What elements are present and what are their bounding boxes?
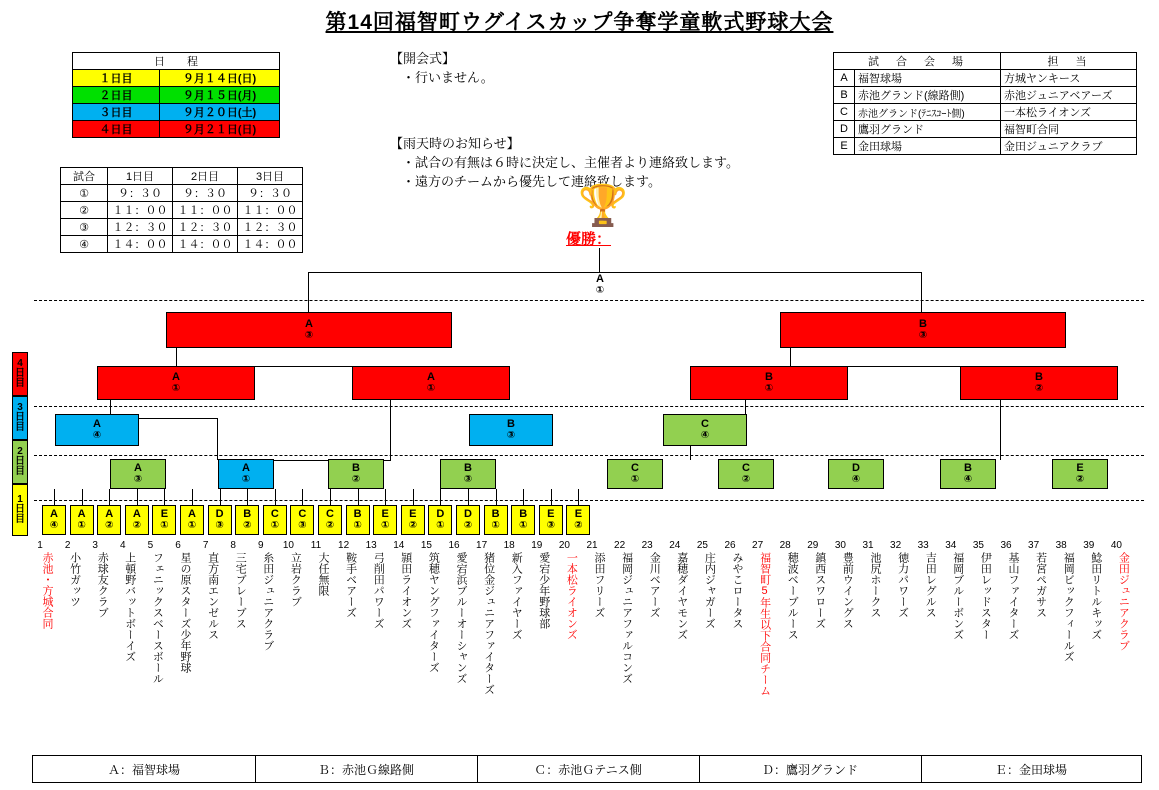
team-number: 19: [531, 540, 543, 551]
match-venue: D: [464, 507, 472, 520]
bracket-line: [413, 489, 414, 505]
final-venue: A: [596, 272, 604, 285]
team-name: 小竹ガッツ: [68, 552, 81, 607]
team-number: 12: [338, 540, 350, 551]
match-game: ②: [325, 519, 335, 531]
match-game: ①: [380, 519, 390, 531]
venue-name: 金田球場: [855, 138, 1001, 155]
match-game: ③: [546, 519, 556, 531]
bracket-line: [1000, 398, 1001, 460]
rain-title: 【雨天時のお知らせ】: [390, 136, 520, 151]
venue-key: D: [834, 121, 855, 138]
venue-staff: 金田ジュニアクラブ: [1001, 138, 1137, 155]
bracket-line: [523, 489, 524, 505]
team-name: 嘉穂ダイヤモンズ: [675, 552, 688, 640]
match-venue: A: [305, 317, 313, 330]
match-game: ①: [241, 473, 251, 485]
team-name: 庄内ジャガーズ: [703, 552, 716, 629]
rain-notes: [390, 135, 739, 192]
bracket-line: [921, 272, 922, 312]
team-name: 赤球友クラブ: [96, 552, 109, 618]
bracket-line: [217, 418, 218, 460]
bracket-line: [308, 272, 309, 312]
match-venue: E: [574, 507, 583, 520]
team-number: 14: [393, 540, 405, 551]
round1-match-10: [290, 505, 314, 535]
team-number: 30: [834, 540, 846, 551]
match-venue: E: [1076, 461, 1084, 474]
team-number: 28: [779, 540, 791, 551]
round2-match-6: [718, 459, 774, 489]
final-match: [578, 270, 622, 300]
match-venue: A: [50, 507, 58, 520]
times-table: [60, 167, 303, 253]
round3-match-2: [469, 414, 553, 446]
match-game: ②: [104, 519, 114, 531]
team-name: 池尻ホークス: [869, 552, 881, 618]
venue-name: 福智球場: [855, 70, 1001, 87]
match-game: ①: [764, 382, 774, 394]
team-name: みやこロータス: [731, 552, 743, 629]
team-name: 糸田ジュニアクラブ: [261, 552, 274, 651]
times-cell: １４：００: [108, 236, 173, 253]
match-venue: D: [852, 461, 860, 474]
times-cell: ９：３０: [108, 185, 173, 202]
match-game: ②: [1034, 382, 1044, 394]
team-number: 25: [696, 540, 708, 551]
round1-match-13: [373, 505, 397, 535]
team-number: 2: [64, 540, 71, 551]
team-name: 頴田ライオンズ: [399, 552, 412, 629]
team-number: 5: [147, 540, 154, 551]
match-game: ①: [187, 519, 197, 531]
team-number: 36: [1000, 540, 1012, 551]
match-game: ④: [92, 429, 102, 441]
round2-match-9: [1052, 459, 1108, 489]
bracket-line: [192, 489, 193, 505]
team-name: 愛宕少年野球部: [537, 552, 550, 629]
match-game: ③: [463, 473, 473, 485]
team-number: 8: [230, 540, 236, 551]
team-name: 鞍手ベアーズ: [344, 552, 357, 618]
team-name: 福智町5年生以下合同チーム: [758, 552, 771, 696]
round-separator: [34, 406, 1144, 407]
match-venue: B: [243, 507, 252, 520]
match-game: ②: [463, 519, 473, 531]
times-header-1: 1日目: [108, 168, 173, 185]
match-venue: A: [93, 417, 101, 430]
times-header-2: 2日目: [173, 168, 238, 185]
match-venue: C: [701, 417, 709, 430]
match-venue: C: [326, 507, 334, 520]
bracket-line: [330, 489, 331, 505]
bracket-line: [302, 489, 303, 505]
match-game: ①: [518, 519, 528, 531]
team-number: 3: [92, 540, 98, 551]
team-name: 三宅ブレーブス: [234, 552, 247, 629]
team-name: 上頓野バットボーイズ: [123, 552, 136, 662]
match-venue: A: [105, 507, 114, 520]
bracket-line: [275, 489, 276, 505]
bracket-line: [164, 489, 165, 505]
bracket-line: [790, 348, 791, 366]
opening-body: ・行いません。: [402, 69, 494, 85]
trophy-icon: 🏆: [578, 184, 628, 228]
schedule-date-2: ９月１５日(月): [160, 87, 280, 104]
match-venue: E: [381, 507, 389, 520]
round-separator: [34, 300, 1144, 301]
match-venue: A: [172, 370, 180, 383]
match-venue: B: [353, 507, 362, 520]
venue-staff: 福智町合同: [1001, 121, 1137, 138]
times-game-4: ④: [61, 236, 108, 253]
round2-match-1: [110, 459, 166, 489]
rain-body-1: ・試合の有無は６時に決定し、主催者より連絡致します。: [402, 154, 739, 170]
match-venue: B: [1035, 370, 1043, 383]
team-number: 9: [258, 540, 264, 551]
round1-match-19: [539, 505, 563, 535]
match-game: ④: [700, 429, 710, 441]
match-game: ②: [242, 519, 252, 531]
team-name: 伊田レッドスター: [979, 552, 992, 640]
times-cell: ９：３０: [173, 185, 238, 202]
schedule-date-3: ９月２０日(土): [160, 104, 280, 121]
round1-match-8: [235, 505, 259, 535]
venues-header-staff: 担 当: [1001, 53, 1137, 70]
bracket-line: [137, 489, 138, 505]
match-venue: B: [919, 317, 927, 330]
team-name: 新入ファイヤーズ: [510, 552, 523, 640]
team-number: 24: [669, 540, 681, 551]
team-name: 星の原スターズ少年野球: [179, 552, 191, 673]
match-game: ②: [574, 519, 583, 531]
quarterfinal-3: [690, 366, 848, 400]
match-game: ①: [270, 519, 280, 531]
field-legend-b: Ｂ：赤池Ｇ線路側: [317, 762, 414, 777]
venue-staff: 方城ヤンキース: [1001, 70, 1137, 87]
round1-match-15: [428, 505, 452, 535]
team-number: 32: [890, 540, 902, 551]
schedule-date-4: ９月２１日(日): [160, 121, 280, 138]
team-name: 吉田レグルス: [924, 552, 937, 618]
bracket-line: [496, 489, 497, 505]
times-cell: １４：００: [238, 236, 303, 253]
team-name: 徳力パワーズ: [896, 552, 909, 618]
field-legend-c: Ｃ：赤池Ｇテニス側: [534, 762, 642, 777]
match-venue: E: [547, 507, 555, 520]
champion-label: 優勝：: [566, 231, 612, 248]
match-venue: E: [160, 507, 169, 520]
team-number: 18: [503, 540, 515, 551]
team-name: 直方南エンゼルス: [206, 552, 219, 640]
bracket-line: [358, 489, 359, 505]
bracket-line: [109, 489, 110, 505]
times-game-1: ①: [61, 185, 108, 202]
match-game: ②: [741, 473, 751, 485]
bracket-line: [578, 489, 579, 505]
semifinal-right: [780, 312, 1066, 348]
match-venue: B: [519, 507, 528, 520]
match-venue: C: [742, 461, 750, 474]
times-cell: １１：００: [173, 202, 238, 219]
round2-match-3: [328, 459, 384, 489]
round1-match-12: [346, 505, 370, 535]
schedule-header: 日 程: [73, 53, 280, 70]
schedule-day-1: １日目: [73, 70, 160, 87]
quarterfinal-4: [960, 366, 1118, 400]
team-name: 猪位金ジュニアファイターズ: [482, 552, 495, 695]
team-name: 愛宕浜ブルーオーシャンズ: [455, 552, 467, 684]
team-number: 15: [420, 540, 432, 551]
bracket-line: [551, 489, 552, 505]
venue-name: 赤池グランド(ﾃﾆｽｺｰﾄ側): [855, 104, 1001, 121]
match-game: ③: [304, 329, 314, 341]
opening-notes: [390, 50, 494, 88]
team-number: 27: [752, 540, 764, 551]
match-game: ②: [1075, 473, 1085, 485]
team-name: 鎮西スワローズ: [813, 552, 826, 629]
match-game: ①: [426, 382, 436, 394]
match-game: ③: [918, 329, 928, 341]
match-venue: C: [298, 507, 307, 520]
times-cell: １２：３０: [108, 219, 173, 236]
round3-match-1: [55, 414, 139, 446]
quarterfinal-1: [97, 366, 255, 400]
round1-match-14: [401, 505, 425, 535]
venue-staff: 一本松ライオンズ: [1001, 104, 1137, 121]
team-number: 35: [972, 540, 984, 551]
round1-match-6: [180, 505, 204, 535]
match-game: ②: [351, 473, 361, 485]
match-venue: A: [427, 370, 435, 383]
team-number: 17: [476, 540, 488, 551]
team-number: 13: [365, 540, 377, 551]
team-number: 37: [1028, 540, 1040, 551]
match-venue: E: [409, 507, 417, 520]
team-number: 33: [917, 540, 929, 551]
team-number: 38: [1055, 540, 1067, 551]
match-game: ③: [506, 429, 516, 441]
team-number: 10: [282, 540, 294, 551]
round2-match-2: [218, 459, 274, 489]
match-venue: D: [215, 507, 224, 520]
match-game: ②: [132, 519, 142, 531]
match-game: ③: [133, 473, 143, 485]
round1-match-16: [456, 505, 480, 535]
quarterfinal-2: [352, 366, 510, 400]
day-label-3: 3日目: [12, 396, 28, 440]
match-game: ①: [630, 473, 640, 485]
venue-key: A: [834, 70, 855, 87]
team-name: 福岡ブルーボンズ: [951, 552, 964, 640]
match-venue: A: [132, 507, 141, 520]
bracket-line: [247, 489, 248, 505]
team-number: 20: [558, 540, 570, 551]
match-game: ③: [215, 519, 224, 531]
field-legend-d: Ｄ：鷹羽グランド: [761, 762, 858, 777]
times-header-3: 3日目: [238, 168, 303, 185]
field-legend-a: Ａ：福智球場: [107, 762, 180, 777]
team-number: 34: [945, 540, 957, 551]
round2-match-7: [828, 459, 884, 489]
venue-key: B: [834, 87, 855, 104]
team-number: 23: [641, 540, 653, 551]
match-venue: B: [964, 461, 972, 474]
match-game: ④: [851, 473, 861, 485]
team-name: 若宮ペガサス: [1034, 552, 1047, 618]
team-name: 金田ジュニアクラブ: [1117, 552, 1130, 651]
team-number: 26: [724, 540, 736, 551]
schedule-day-4: ４日目: [73, 121, 160, 138]
bracket-line: [176, 348, 177, 366]
venue-staff: 赤池ジュニアベアーズ: [1001, 87, 1137, 104]
times-cell: ９：３０: [238, 185, 303, 202]
match-venue: B: [352, 461, 360, 474]
team-number: 40: [1110, 540, 1122, 551]
bracket-line: [82, 489, 83, 505]
team-number: 7: [202, 540, 209, 551]
schedule-date-1: ９月１４日(日): [160, 70, 280, 87]
field-legend-bar: [32, 755, 1142, 783]
match-game: ①: [491, 519, 500, 531]
match-venue: B: [507, 417, 515, 430]
opening-title: 【開会式】: [390, 51, 456, 66]
team-name: フェニックスベースボール: [151, 552, 164, 684]
field-legend-e: Ｅ：金田球場: [994, 762, 1067, 777]
venues-table: [833, 52, 1137, 155]
rain-body-2: ・遠方のチームから優先して連絡致します。: [402, 173, 661, 189]
match-game: ①: [353, 519, 362, 531]
round1-match-9: [263, 505, 287, 535]
round2-match-5: [607, 459, 663, 489]
team-number: 4: [120, 540, 126, 551]
match-venue: A: [134, 461, 142, 474]
page-title: 第14回福智町ウグイスカップ争奪学童軟式野球大会: [325, 11, 834, 34]
round-separator: [34, 455, 1144, 456]
team-number: 29: [807, 540, 819, 551]
match-venue: A: [242, 461, 250, 474]
round1-match-3: [97, 505, 121, 535]
times-cell: １２：３０: [238, 219, 303, 236]
match-venue: D: [436, 507, 445, 520]
times-game-3: ③: [61, 219, 108, 236]
match-venue: A: [188, 507, 196, 520]
round1-match-4: [125, 505, 149, 535]
times-cell: １２：３０: [173, 219, 238, 236]
team-name: 豊前ウイングス: [841, 552, 854, 629]
match-game: ①: [436, 519, 445, 531]
team-number: 11: [310, 540, 322, 551]
bracket-line: [385, 489, 386, 505]
semifinal-left: [166, 312, 452, 348]
team-name: 筑穂ヤングファイターズ: [427, 552, 440, 673]
match-game: ②: [408, 519, 418, 531]
round1-match-5: [152, 505, 176, 535]
bracket-line: [599, 248, 600, 272]
team-name: 大任無限: [317, 552, 329, 596]
team-name: 立岩クラブ: [289, 552, 302, 607]
team-name: 福岡ビックフィールズ: [1062, 552, 1075, 662]
round1-match-7: [208, 505, 232, 535]
round1-match-11: [318, 505, 342, 535]
match-venue: B: [491, 507, 500, 520]
day-label-4: 4日目: [12, 352, 28, 396]
team-number: 22: [614, 540, 626, 551]
team-number: 21: [586, 540, 598, 551]
bracket-line: [468, 489, 469, 505]
bracket-line: [390, 398, 391, 460]
venues-header-venue: 試 合 会 場: [834, 53, 1001, 70]
bracket-line: [54, 489, 55, 505]
day-label-1: 1日目: [12, 484, 28, 536]
match-game: ①: [160, 519, 169, 531]
team-name: 赤池・方城合同: [41, 552, 53, 629]
round1-match-1: [42, 505, 66, 535]
venue-key: E: [834, 138, 855, 155]
team-name: 穂波ベーブルース: [786, 552, 799, 640]
bracket-line: [220, 489, 221, 505]
team-name: 基山ファイターズ: [1007, 552, 1019, 640]
match-game: ③: [298, 519, 307, 531]
match-game: ④: [963, 473, 973, 485]
schedule-day-2: ２日目: [73, 87, 160, 104]
times-cell: １４：００: [173, 236, 238, 253]
match-game: ④: [49, 519, 59, 531]
match-venue: C: [631, 461, 639, 474]
match-venue: B: [765, 370, 773, 383]
team-name: 弓削田パワーズ: [372, 552, 385, 629]
bracket-line: [440, 489, 441, 505]
match-game: ①: [171, 382, 181, 394]
team-number: 6: [175, 540, 181, 551]
venue-key: C: [834, 104, 855, 121]
round2-match-4: [440, 459, 496, 489]
times-cell: １１：００: [238, 202, 303, 219]
round1-match-18: [511, 505, 535, 535]
times-header-0: 試合: [61, 168, 108, 185]
round1-match-17: [484, 505, 508, 535]
team-number: 1: [37, 540, 43, 551]
team-number: 31: [862, 540, 874, 551]
venue-name: 赤池グランド(線路側): [855, 87, 1001, 104]
schedule-table: [72, 52, 280, 138]
round3-match-3: [663, 414, 747, 446]
final-game: ①: [595, 284, 605, 296]
schedule-day-3: ３日目: [73, 104, 160, 121]
team-name: 金川ベアーズ: [648, 552, 661, 618]
times-cell: １１：００: [108, 202, 173, 219]
round1-match-2: [70, 505, 94, 535]
team-number: 16: [448, 540, 460, 551]
round2-match-8: [940, 459, 996, 489]
team-name: 一本松ライオンズ: [565, 552, 578, 640]
round1-match-20: [566, 505, 590, 535]
team-name: 添田フリーズ: [593, 552, 605, 618]
round-separator: [34, 500, 1144, 501]
match-venue: C: [270, 507, 279, 520]
day-label-2: 2日目: [12, 440, 28, 484]
match-venue: B: [464, 461, 472, 474]
team-number: 39: [1083, 540, 1095, 551]
match-venue: A: [77, 507, 86, 520]
team-name: 鯰田リトルキッズ: [1089, 552, 1102, 640]
venue-name: 鷹羽グランド: [855, 121, 1001, 138]
match-game: ①: [77, 519, 86, 531]
team-name: 福岡ジュニアファルコンズ: [620, 552, 633, 684]
times-game-2: ②: [61, 202, 108, 219]
